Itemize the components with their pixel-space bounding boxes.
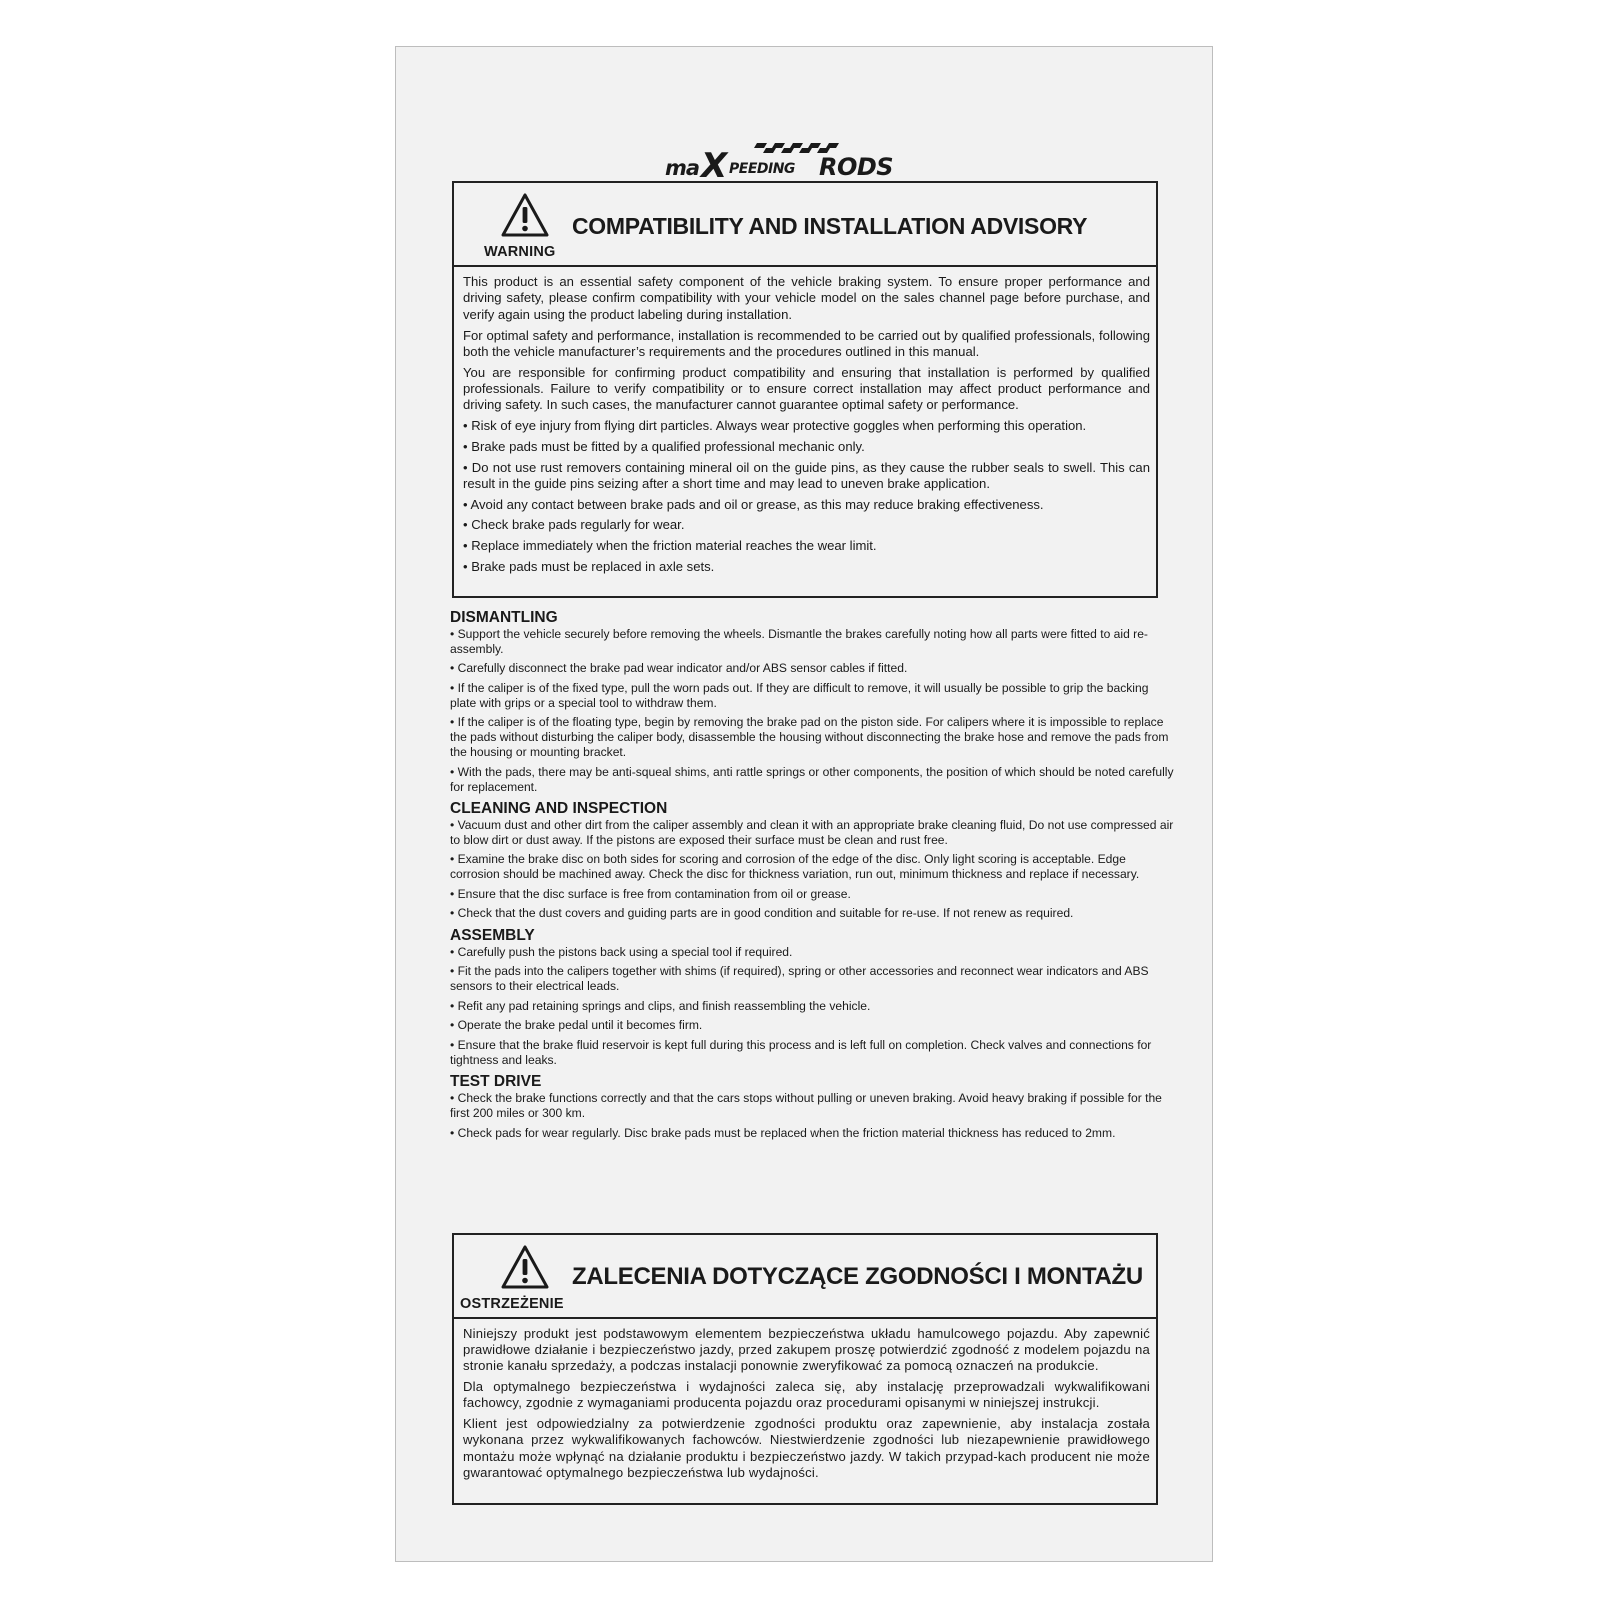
section-item: • Check pads for wear regularly. Disc brake pads must be replaced when the friction material thickness has reduced to 2mm. <box>450 1125 1116 1140</box>
advisory-paragraph: Niniejszy produkt jest podstawowym elementem bezpieczeństwa układu hamulcowego pojazdu. Aby zapewnić prawidłowe działanie i bezpieczeństwo jazdy, przed zakupem proszę potwierdzić zgodność z modelem pojazdu na stronie kanału sprzedaży, a podczas instalacji ponownie zweryfikować za pomocą oznaczeń na produkcie. <box>463 1326 1150 1374</box>
advisory-bullet: • Brake pads must be replaced in axle sets. <box>463 558 715 574</box>
advisory-paragraph: This product is an essential safety component of the vehicle braking system. To ensure proper performance and driving safety, please confirm compatibility with your vehicle model on the sales channel page before purchase, and verify again using the product labeling during installation. <box>463 274 1150 322</box>
section-item: • Carefully push the pistons back using a special tool if required. <box>450 944 793 959</box>
section-item: • Fit the pads into the calipers together with shims (if required), spring or other accessories and reconnect wear indicators and ABS sensors to their electrical leads. <box>450 964 1149 994</box>
advisory-header <box>454 1235 1156 1319</box>
advisory-title: ZALECENIA DOTYCZĄCE ZGODNOŚCI I MONTAŻU <box>572 1263 1143 1290</box>
section-heading: CLEANING AND INSPECTION <box>450 800 668 818</box>
instruction-sheet <box>395 46 1213 1562</box>
english-advisory-box <box>452 181 1158 598</box>
advisory-bullet: • Risk of eye injury from flying dirt particles. Always wear protective goggles when performing this operation. <box>463 418 1087 434</box>
svg-text:RODS: RODS <box>819 153 894 179</box>
advisory-header <box>454 183 1156 267</box>
section-item: • Refit any pad retaining springs and clips, and finish reassembling the vehicle. <box>450 998 871 1013</box>
section-item: • Ensure that the disc surface is free from contamination from oil or grease. <box>450 886 851 901</box>
advisory-bullet: • Brake pads must be fitted by a qualified professional mechanic only. <box>463 438 865 454</box>
instructions <box>450 608 1176 1145</box>
section-test-drive <box>450 1072 1176 1140</box>
section-item: • Examine the brake disc on both sides for scoring and corrosion of the edge of the disc. Only light scoring is acceptable. Edge corrosion should be machined away. Check the disc for thickness variation, run out, minimum thickness and replace if necessary. <box>450 852 1140 882</box>
section-item: • Carefully disconnect the brake pad wear indicator and/or ABS sensor cables if fitted. <box>450 661 908 676</box>
section-heading: ASSEMBLY <box>450 926 535 944</box>
polish-advisory-box <box>452 1233 1158 1505</box>
advisory-paragraph: Klient jest odpowiedzialny za potwierdzenie zgodności produktu oraz zapewnienie, aby instalacja została wykonana przez wykwalifikowanych fachowców. Niestwierdzenie zgodności lub niezapewnienie prawidłowego montażu może wpłynąć na działanie produktu i bezpieczeństwo jazdy. W takich przypad-kach producent nie może gwarantować optymalnego bezpieczeństwa lub wydajności. <box>463 1416 1150 1480</box>
svg-text:PEEDING: PEEDING <box>729 161 795 177</box>
section-assembly <box>450 926 1176 1068</box>
section-item: • Check the brake functions correctly and that the cars stops without pulling or uneven braking. Avoid heavy braking if possible for the first 200 miles or 300 km. <box>450 1091 1162 1121</box>
section-heading: DISMANTLING <box>450 609 558 626</box>
warning-triangle-icon <box>500 1244 550 1290</box>
svg-text:X: X <box>701 146 728 179</box>
section-item: • Operate the brake pedal until it becomes firm. <box>450 1018 703 1033</box>
advisory-bullet: • Do not use rust removers containing mineral oil on the guide pins, as they cause the rubber seals to swell. This can result in the guide pins seizing after a short time and may lead to uneven brake application. <box>463 459 1150 491</box>
advisory-body <box>454 267 1156 583</box>
advisory-bullet: • Check brake pads regularly for wear. <box>463 517 685 533</box>
svg-text:ma: ma <box>665 156 700 179</box>
section-item: • Check that the dust covers and guiding parts are in good condition and suitable for re-use. If not renew as required. <box>450 906 1074 921</box>
section-item: • Support the vehicle securely before removing the wheels. Dismantle the brakes carefully noting how all parts were fitted to aid re-assembly. <box>450 627 1148 656</box>
advisory-paragraph: You are responsible for confirming product compatibility and ensuring that installation is performed by qualified professionals. Failure to verify compatibility or to ensure correct installation may affect product performance and driving safety. In such cases, the manufacturer cannot guarantee optimal safety or performance. <box>463 364 1150 413</box>
advisory-bullet: • Replace immediately when the friction material reaches the wear limit. <box>463 538 877 554</box>
section-item: • If the caliper is of the fixed type, pull the worn pads out. If they are difficult to remove, it will usually be possible to grip the backing plate with grips or a special tool to withdraw them. <box>450 680 1149 710</box>
advisory-bullet: • Avoid any contact between brake pads and oil or grease, as this may reduce braking effectiveness. <box>463 496 1044 512</box>
warning-triangle-icon <box>500 192 550 238</box>
section-item: • With the pads, there may be anti-squeal shims, anti rattle springs or other components, the position of which should be noted carefully for replacement. <box>450 764 1174 794</box>
checkered-flag-icon <box>754 143 839 153</box>
logo-wordmark <box>659 139 949 179</box>
section-item: • Ensure that the brake fluid reservoir is kept full during this process and is left full on completion. Check valves and connections for tightness and leaks. <box>450 1037 1152 1067</box>
warning-label: OSTRZEŻENIE <box>460 1296 564 1312</box>
section-item: • Vacuum dust and other dirt from the caliper assembly and clean it with an appropriate brake cleaning fluid, Do not use compressed air to blow dirt or dust away. If the pistons are exposed their surface must be clean and rust free. <box>450 818 1174 847</box>
warning-label: WARNING <box>484 244 556 260</box>
advisory-body <box>454 1319 1156 1494</box>
section-item: • If the caliper is of the floating type, begin by removing the brake pad on the piston side. For calipers where it is impossible to replace the pads without disturbing the caliper body, disassemble the housing without disconnecting the brake hose and remove the pads from the housing or mounting bracket. <box>450 715 1169 760</box>
advisory-paragraph: Dla optymalnego bezpieczeństwa i wydajności zaleca się, aby instalację przeprowadzali wykwalifikowani fachowcy, zgodnie z wymaganiami producenta pojazdu oraz procedurami opisanymi w niniejszej instrukcji. <box>463 1379 1150 1411</box>
section-dismantling <box>450 608 1176 794</box>
advisory-paragraph: For optimal safety and performance, installation is recommended to be carried out by qualified professionals, following both the vehicle manufacturer’s requirements and the procedures outlined in this manual. <box>463 327 1150 359</box>
section-cleaning-inspection <box>450 799 1176 921</box>
advisory-title: COMPATIBILITY AND INSTALLATION ADVISORY <box>572 213 1088 239</box>
section-heading: TEST DRIVE <box>450 1073 542 1091</box>
